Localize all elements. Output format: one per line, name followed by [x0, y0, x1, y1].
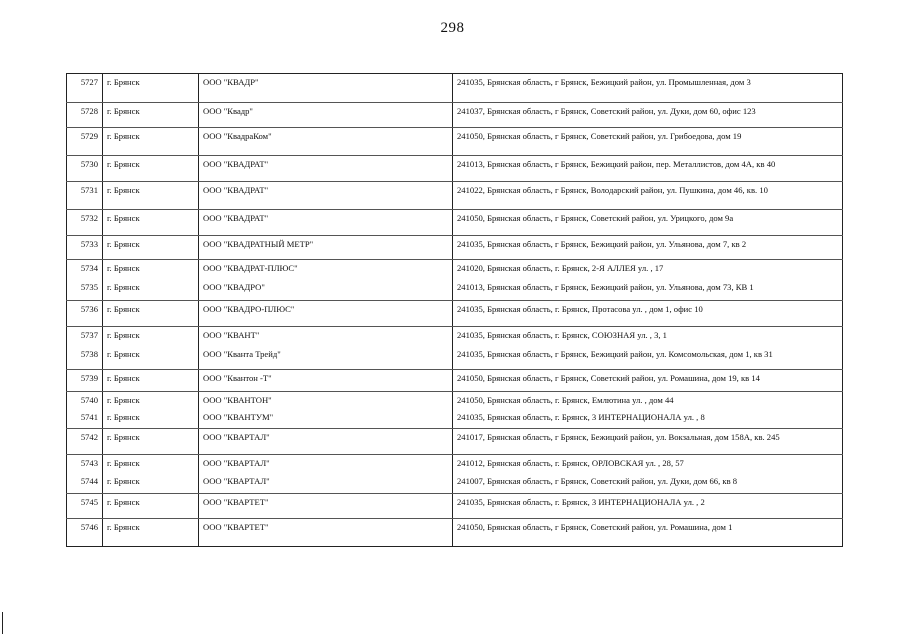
organization-cell: ООО "КВАДРАТ-ПЛЮС": [199, 260, 453, 279]
address-cell: 241012, Брянская область, г. Брянск, ОРЛОВСКАЯ ул. , 28, 57: [453, 455, 843, 473]
address-cell: 241035, Брянская область, г. Брянск, СОЮЗНАЯ ул. , 3, 1: [453, 327, 843, 346]
row-number-cell: 5733: [67, 236, 103, 260]
organization-cell: ООО "КВАНТУМ": [199, 409, 453, 429]
row-number-cell: 5730: [67, 156, 103, 182]
row-number-cell: 5744: [67, 473, 103, 494]
table-row: [67, 392, 843, 409]
table-body: [67, 74, 843, 547]
row-number-cell: 5739: [67, 370, 103, 392]
address-cell: 241035, Брянская область, г. Брянск, 3 ИНТЕРНАЦИОНАЛА ул. , 8: [453, 409, 843, 429]
organization-cell: ООО "КВАРТЕТ": [199, 494, 453, 519]
organization-cell: ООО "КвадраКом": [199, 128, 453, 156]
city-cell: г. Брянск: [103, 519, 199, 547]
organization-cell: ООО "КВАДРО": [199, 279, 453, 301]
organization-table: [66, 73, 843, 547]
address-cell: 241050, Брянская область, г Брянск, Советский район, ул. Грибоедова, дом 19: [453, 128, 843, 156]
organization-cell: ООО "КВАРТАЛ": [199, 473, 453, 494]
organization-cell: ООО "КВАДРАТ": [199, 182, 453, 210]
city-cell: г. Брянск: [103, 346, 199, 370]
address-cell: 241050, Брянская область, г Брянск, Советский район, ул. Урицкого, дом 9а: [453, 210, 843, 236]
city-cell: г. Брянск: [103, 301, 199, 327]
table-row: [67, 370, 843, 392]
city-cell: г. Брянск: [103, 455, 199, 473]
address-cell: 241050, Брянская область, г. Брянск, Емлютина ул. , дом 44: [453, 392, 843, 409]
page-number: 298: [440, 20, 465, 36]
row-number-cell: 5727: [67, 74, 103, 103]
address-cell: 241035, Брянская область, г. Брянск, 3 ИНТЕРНАЦИОНАЛА ул. , 2: [453, 494, 843, 519]
table-row: [67, 409, 843, 429]
row-number-cell: 5737: [67, 327, 103, 346]
row-number-cell: 5736: [67, 301, 103, 327]
organization-cell: ООО "КВАРТАЛ": [199, 455, 453, 473]
row-number-cell: 5740: [67, 392, 103, 409]
row-number-cell: 5729: [67, 128, 103, 156]
table-row: [67, 494, 843, 519]
organization-cell: ООО "КВАДРАТНЫЙ МЕТР": [199, 236, 453, 260]
table-row: [67, 301, 843, 327]
organization-cell: ООО "Квантон -Т": [199, 370, 453, 392]
city-cell: г. Брянск: [103, 392, 199, 409]
table-row: [67, 156, 843, 182]
organization-cell: ООО "КВАНТ": [199, 327, 453, 346]
city-cell: г. Брянск: [103, 103, 199, 128]
row-number-cell: 5734: [67, 260, 103, 279]
table-row: [67, 260, 843, 279]
organization-cell: ООО "КВАДР": [199, 74, 453, 103]
table-row: [67, 455, 843, 473]
table-row: [67, 103, 843, 128]
row-number-cell: 5745: [67, 494, 103, 519]
city-cell: г. Брянск: [103, 156, 199, 182]
row-number-cell: 5741: [67, 409, 103, 429]
organization-cell: ООО "КВАДРО-ПЛЮС": [199, 301, 453, 327]
address-cell: 241022, Брянская область, г Брянск, Володарский район, ул. Пушкина, дом 46, кв. 10: [453, 182, 843, 210]
organization-cell: ООО "КВАРТАЛ": [199, 429, 453, 455]
row-number-cell: 5746: [67, 519, 103, 547]
table-row: [67, 128, 843, 156]
city-cell: г. Брянск: [103, 236, 199, 260]
row-number-cell: 5732: [67, 210, 103, 236]
organization-cell: ООО "КВАДРАТ": [199, 156, 453, 182]
organization-cell: ООО "Квадр": [199, 103, 453, 128]
address-cell: 241007, Брянская область, г Брянск, Советский район, ул. Дуки, дом 66, кв 8: [453, 473, 843, 494]
address-cell: 241035, Брянская область, г Брянск, Бежицкий район, ул. Ульянова, дом 7, кв 2: [453, 236, 843, 260]
table-row: [67, 346, 843, 370]
row-number-cell: 5728: [67, 103, 103, 128]
row-number-cell: 5731: [67, 182, 103, 210]
row-number-cell: 5735: [67, 279, 103, 301]
city-cell: г. Брянск: [103, 370, 199, 392]
address-cell: 241050, Брянская область, г Брянск, Советский район, ул. Ромашина, дом 19, кв 14: [453, 370, 843, 392]
address-cell: 241035, Брянская область, г Брянск, Бежицкий район, ул. Промышленная, дом 3: [453, 74, 843, 103]
address-cell: 241035, Брянская область, г. Брянск, Протасова ул. , дом 1, офис 10: [453, 301, 843, 327]
city-cell: г. Брянск: [103, 260, 199, 279]
table-row: [67, 473, 843, 494]
table-row: [67, 519, 843, 547]
city-cell: г. Брянск: [103, 409, 199, 429]
table-row: [67, 182, 843, 210]
row-number-cell: 5738: [67, 346, 103, 370]
address-cell: 241050, Брянская область, г Брянск, Советский район, ул. Ромашина, дом 1: [453, 519, 843, 547]
address-cell: 241013, Брянская область, г Брянск, Бежицкий район, пер. Металлистов, дом 4А, кв 40: [453, 156, 843, 182]
city-cell: г. Брянск: [103, 74, 199, 103]
scan-edge-mark: [2, 612, 3, 634]
address-cell: 241013, Брянская область, г Брянск, Бежицкий район, ул. Ульянова, дом 73, КВ 1: [453, 279, 843, 301]
address-cell: 241017, Брянская область, г Брянск, Бежицкий район, ул. Вокзальная, дом 158А, кв. 245: [453, 429, 843, 455]
city-cell: г. Брянск: [103, 128, 199, 156]
organization-cell: ООО "КВАНТОН": [199, 392, 453, 409]
city-cell: г. Брянск: [103, 473, 199, 494]
table-row: [67, 74, 843, 103]
city-cell: г. Брянск: [103, 429, 199, 455]
city-cell: г. Брянск: [103, 279, 199, 301]
city-cell: г. Брянск: [103, 327, 199, 346]
city-cell: г. Брянск: [103, 210, 199, 236]
organization-cell: ООО "КВАРТЕТ": [199, 519, 453, 547]
table-row: [67, 429, 843, 455]
organization-cell: ООО "Кванта Трейд": [199, 346, 453, 370]
address-cell: 241020, Брянская область, г. Брянск, 2-Я АЛЛЕЯ ул. , 17: [453, 260, 843, 279]
table-row: [67, 279, 843, 301]
table-row: [67, 327, 843, 346]
address-cell: 241037, Брянская область, г Брянск, Советский район, ул. Дуки, дом 60, офис 123: [453, 103, 843, 128]
table-row: [67, 236, 843, 260]
organization-cell: ООО "КВАДРАТ": [199, 210, 453, 236]
city-cell: г. Брянск: [103, 182, 199, 210]
address-cell: 241035, Брянская область, г Брянск, Бежицкий район, ул. Комсомольская, дом 1, кв 31: [453, 346, 843, 370]
city-cell: г. Брянск: [103, 494, 199, 519]
row-number-cell: 5742: [67, 429, 103, 455]
table-row: [67, 210, 843, 236]
row-number-cell: 5743: [67, 455, 103, 473]
